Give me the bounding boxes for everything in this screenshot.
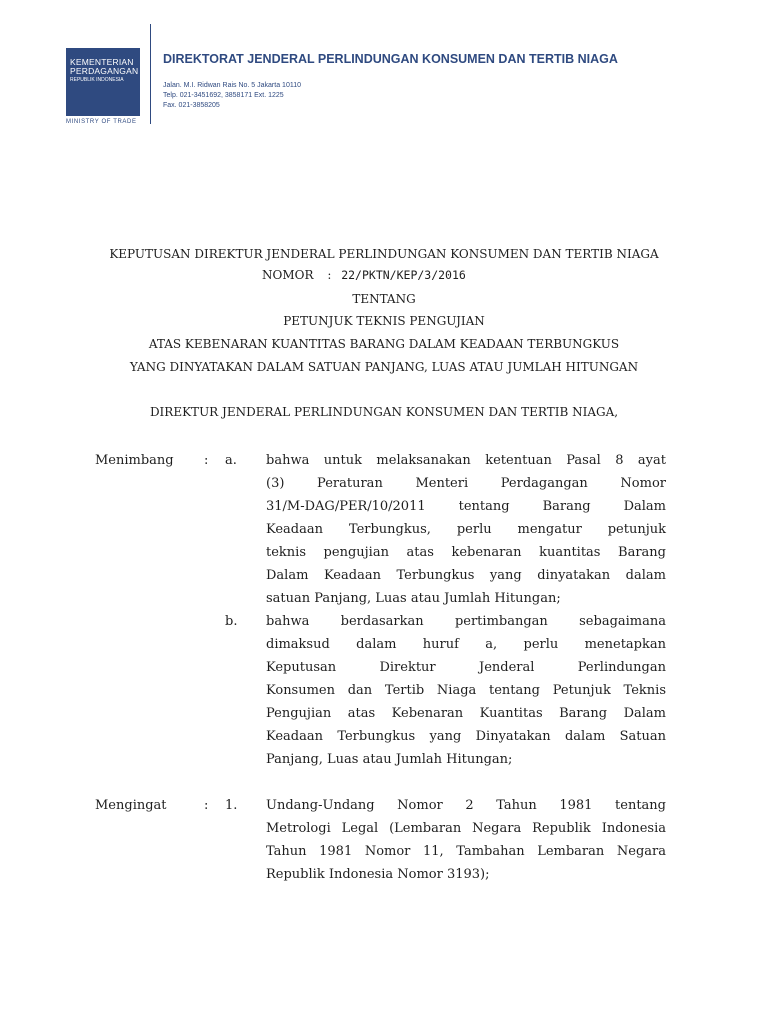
ministry-logo [66, 48, 140, 116]
item-marker-a: a. [225, 453, 237, 468]
menimbang-b-line: Konsumen dan Tertib Niaga tentang Petunjuk Teknis [266, 683, 666, 698]
directorate-title: DIREKTORAT JENDERAL PERLINDUNGAN KONSUMEN DAN TERTIB NIAGA [163, 52, 618, 66]
menimbang-a-line: satuan Panjang, Luas atau Jumlah Hitungan; [266, 591, 561, 606]
tentang-heading: TENTANG [352, 292, 416, 306]
decree-title: KEPUTUSAN DIREKTUR JENDERAL PERLINDUNGAN KONSUMEN DAN TERTIB NIAGA [109, 247, 659, 261]
menimbang-a-line: 31/M-DAG/PER/10/2011 tentang Barang Dalam [266, 499, 666, 514]
nomor-value: 22/PKTN/KEP/3/2016 [341, 268, 466, 282]
menimbang-colon: : [204, 453, 209, 468]
menimbang-a-line: teknis pengujian atas kebenaran kuantitas Barang [266, 545, 666, 560]
letterhead-divider [150, 24, 151, 124]
subject-line-2: ATAS KEBENARAN KUANTITAS BARANG DALAM KEADAAN TERBUNGKUS [148, 337, 620, 351]
logo-text-line-2: PERDAGANGAN [70, 66, 139, 76]
decree-number [262, 268, 466, 282]
menimbang-a-line: (3) Peraturan Menteri Perdagangan Nomor [266, 476, 666, 491]
subject-line-3: YANG DINYATAKAN DALAM SATUAN PANJANG, LUAS ATAU JUMLAH HITUNGAN [129, 360, 639, 374]
menimbang-b-line: bahwa berdasarkan pertimbangan sebagaimana [266, 614, 666, 629]
subject-line-1: PETUNJUK TEKNIS PENGUJIAN [283, 314, 485, 328]
menimbang-a-line: bahwa untuk melaksanakan ketentuan Pasal 8 ayat [266, 453, 666, 468]
issuer-heading: DIREKTUR JENDERAL PERLINDUNGAN KONSUMEN DAN TERTIB NIAGA, [149, 405, 619, 419]
logo-caption: MINISTRY OF TRADE [66, 119, 137, 125]
nomor-colon: : [327, 268, 332, 282]
menimbang-b-line: Keputusan Direktur Jenderal Perlindungan [266, 660, 666, 675]
address-line: Jalan. M.I. Ridwan Rais No. 5 Jakarta 10110 [163, 82, 301, 89]
phone-line: Telp. 021-3451692, 3858171 Ext. 1225 [163, 92, 284, 99]
menimbang-b-line: Keadaan Terbungkus yang Dinyatakan dalam Satuan [266, 729, 666, 744]
mengingat-colon: : [204, 798, 209, 813]
mengingat-label: Mengingat [95, 798, 167, 813]
item-marker-b: b. [225, 614, 238, 629]
menimbang-b-line: dimaksud dalam huruf a, perlu menetapkan [266, 637, 666, 652]
menimbang-a-line: Keadaan Terbungkus, perlu mengatur petunjuk [266, 522, 666, 537]
mengingat-1-line: Undang-Undang Nomor 2 Tahun 1981 tentang [266, 798, 666, 813]
menimbang-b-line: Panjang, Luas atau Jumlah Hitungan; [266, 752, 513, 767]
item-marker-1: 1. [225, 798, 238, 813]
mengingat-1-line: Tahun 1981 Nomor 11, Tambahan Lembaran Negara [266, 844, 666, 859]
menimbang-a-line: Dalam Keadaan Terbungkus yang dinyatakan dalam [266, 568, 666, 583]
mengingat-1-line: Metrologi Legal (Lembaran Negara Republik Indonesia [266, 821, 666, 836]
menimbang-label: Menimbang [95, 453, 174, 468]
menimbang-b-line: Pengujian atas Kebenaran Kuantitas Barang Dalam [266, 706, 666, 721]
fax-line: Fax. 021-3858205 [163, 102, 220, 109]
logo-text-line-1: KEMENTERIAN [70, 57, 134, 67]
mengingat-1-line: Republik Indonesia Nomor 3193); [266, 867, 490, 882]
logo-text-line-3: REPUBLIK INDONESIA [70, 77, 124, 83]
nomor-label: NOMOR [262, 268, 314, 282]
